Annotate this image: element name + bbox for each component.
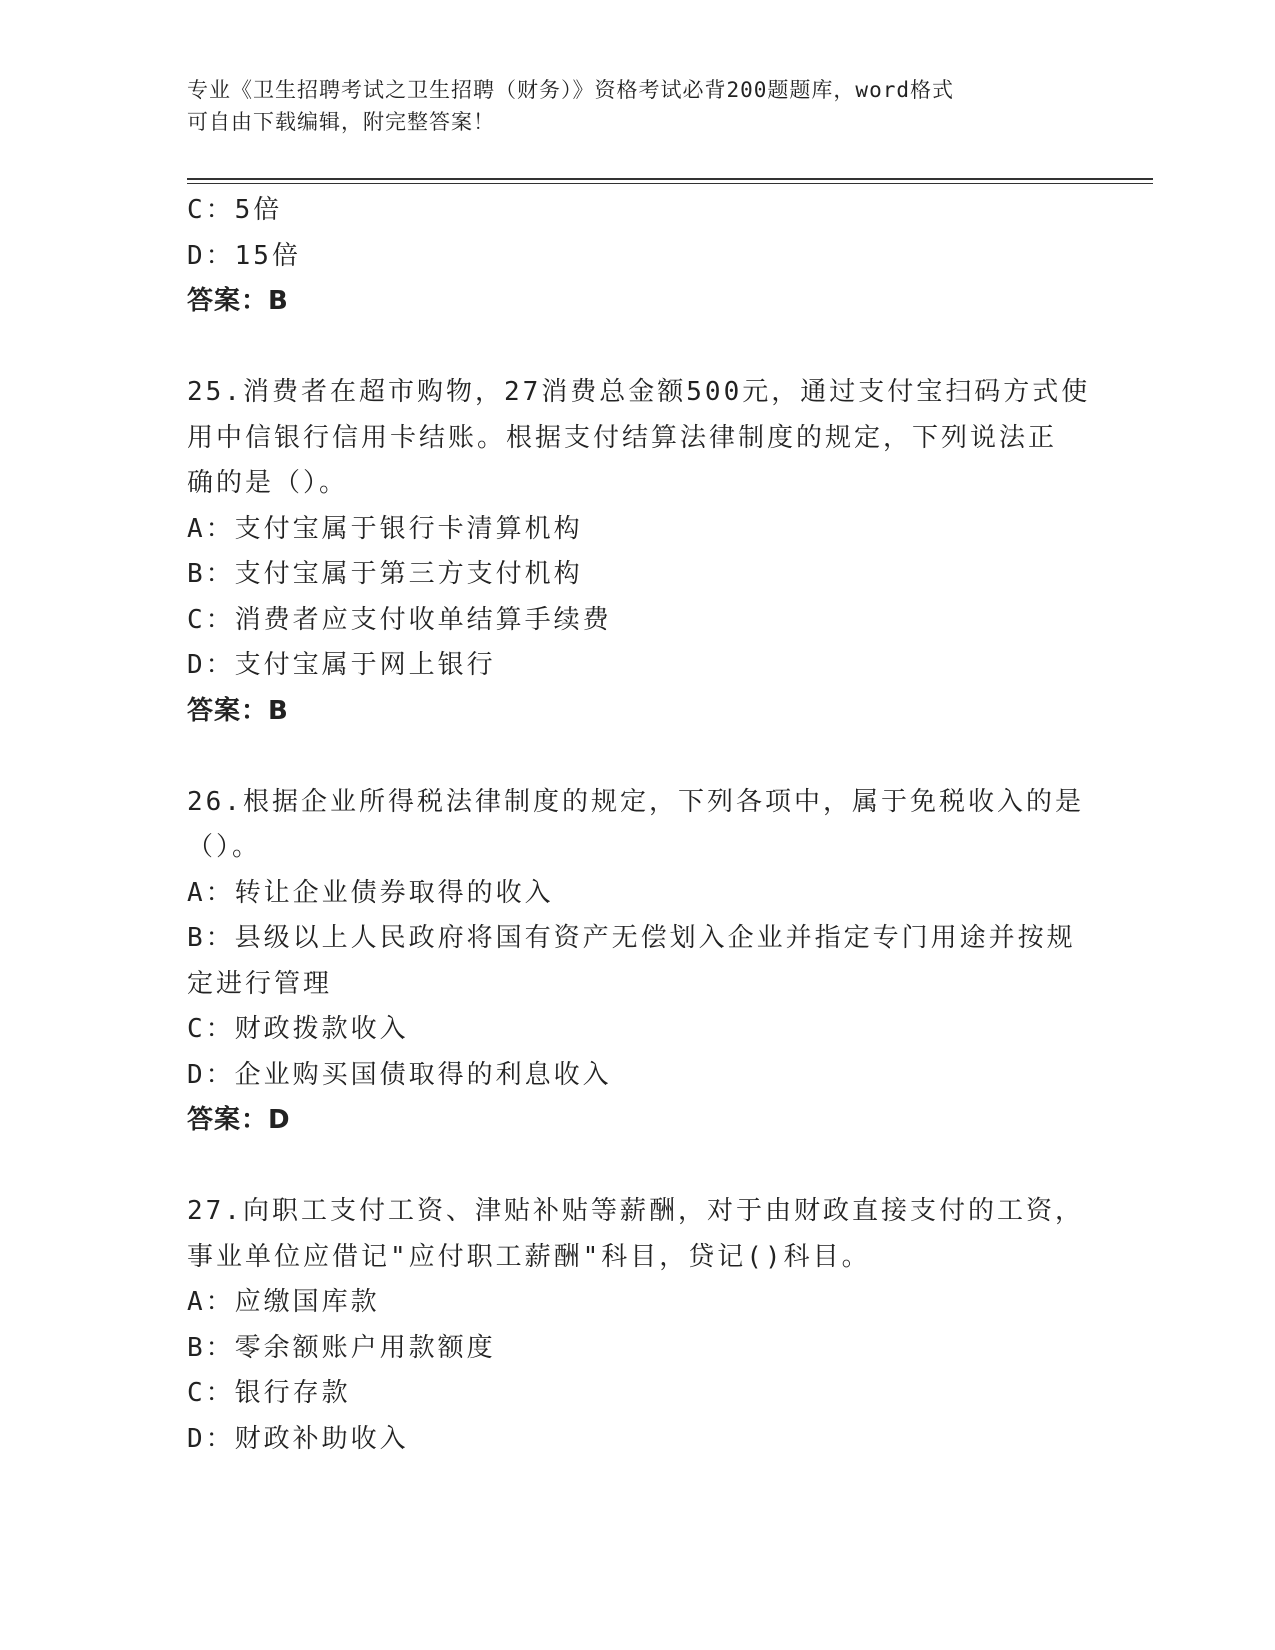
option-a: A：支付宝属于银行卡清算机构 [187, 513, 583, 544]
question-stem-line: 27.向职工支付工资、津贴补贴等薪酬，对于由财政直接支付的工资， [187, 1196, 1084, 1226]
option-b-continued: 定进行管理 [187, 968, 333, 999]
option-a: A：应缴国库款 [187, 1287, 380, 1317]
question-27 [187, 1189, 1087, 1462]
question-25 [187, 370, 1091, 734]
answer-line: 答案：D [187, 1105, 291, 1135]
header-title-line-2: 可自由下载编辑，附完整答案！ [187, 110, 495, 134]
question-stem-line: （）。 [187, 832, 262, 862]
option-c: C：银行存款 [187, 1378, 351, 1408]
option-b: B：县级以上人民政府将国有资产无偿划入企业并指定专门用途并按规 [187, 923, 1076, 953]
spacer [187, 325, 1087, 371]
spacer [187, 734, 1087, 780]
answer-line: 答案：B [187, 286, 289, 316]
question-content [187, 188, 1091, 1462]
header-title-line-1: 专业《卫生招聘考试之卫生招聘（财务）》资格考试必背200题题库，word格式 [187, 78, 954, 102]
option-c: C：5倍 [187, 195, 283, 225]
header-rule-thin [187, 183, 1153, 184]
option-b: B：零余额账户用款额度 [187, 1332, 496, 1363]
option-a: A：转让企业债券取得的收入 [187, 877, 554, 908]
option-d: D：财政补助收入 [187, 1423, 409, 1454]
option-d: D：支付宝属于网上银行 [187, 650, 496, 680]
question-stem-line: 事业单位应借记"应付职工薪酬"科目，贷记()科目。 [187, 1241, 871, 1272]
question-26 [187, 780, 1087, 1144]
question-stem-line: 26.根据企业所得税法律制度的规定，下列各项中，属于免税收入的是 [187, 786, 1084, 817]
option-d: D：企业购买国债取得的利息收入 [187, 1059, 612, 1090]
question-stem-line: 用中信银行信用卡结账。根据支付结算法律制度的规定，下列说法正 [187, 422, 1058, 453]
option-c: C：财政拨款收入 [187, 1014, 409, 1044]
option-b: B：支付宝属于第三方支付机构 [187, 559, 583, 589]
question-stem-line: 确的是（）。 [187, 468, 349, 498]
option-d: D：15倍 [187, 240, 301, 271]
header-rule-thick [187, 178, 1153, 180]
prev-question-block [187, 188, 1087, 325]
spacer [187, 1144, 1087, 1190]
option-c: C：消费者应支付收单结算手续费 [187, 604, 612, 635]
question-stem-line: 25.消费者在超市购物，27消费总金额500元，通过支付宝扫码方式使 [187, 377, 1091, 407]
answer-line: 答案：B [187, 695, 289, 726]
document-header [187, 74, 1067, 138]
